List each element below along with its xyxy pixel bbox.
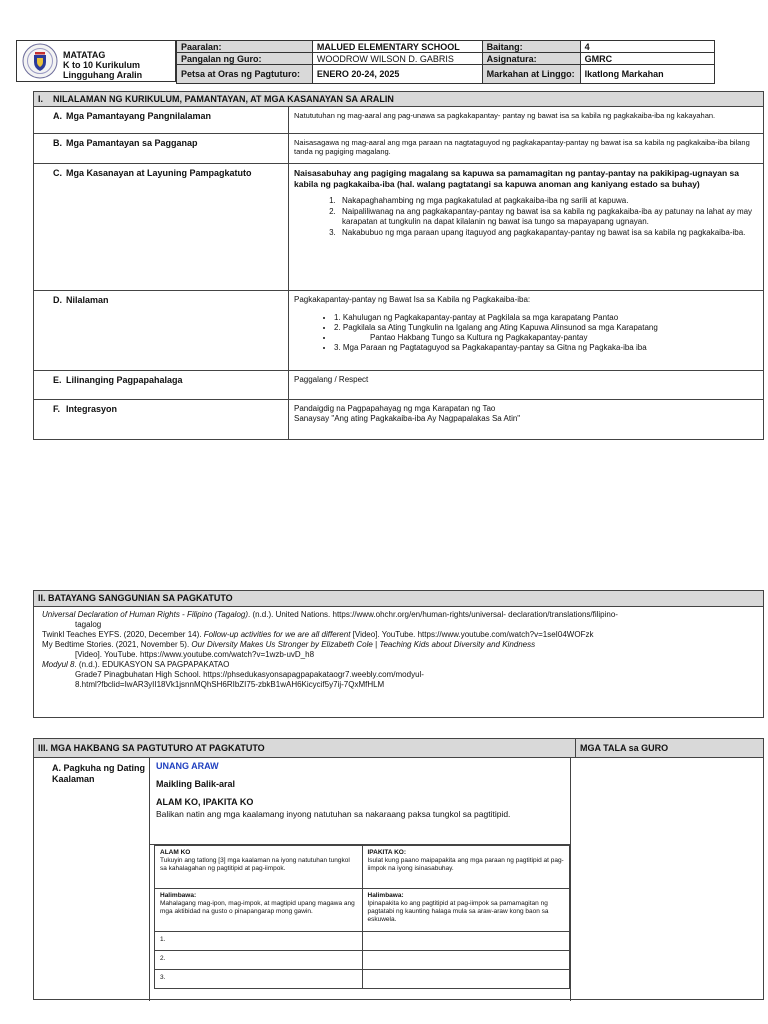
letter-a: A. (53, 111, 62, 121)
ref1-title: Universal Declaration of Human Rights - Filipino (Tagalog) (42, 610, 249, 619)
ref4-continued: 8.html?fbclid=IwAR3yII18Vk1jsnnMQhSH6RIbZI75-zbkB1wAH6Kicycif5y7ij-7QxMfHLM (75, 680, 385, 689)
example-row (155, 889, 570, 932)
example-title: Halimbawa: (160, 892, 197, 899)
content-standards-label (34, 107, 289, 134)
row-values (34, 371, 764, 400)
ref2-title: Follow-up activities for we are all different (203, 630, 351, 639)
brand-line-2: K to 10 Kurikulum (63, 60, 141, 70)
review-subtitle: Maikling Balik-aral (156, 779, 236, 789)
competencies-label (34, 164, 289, 291)
example-text: Mahalagang mag-ipon, mag-impok, at magtipid upang magawa ang mga aktibidad na gusto o pinapangarap mong gawin. (160, 900, 355, 915)
day-label: UNANG ARAW (156, 761, 219, 771)
table-row (155, 951, 570, 970)
answer-cell[interactable] (362, 970, 570, 989)
integration-line-1: Pandaigdig na Pagpapahayag ng mga Karapatan ng Tao (294, 404, 496, 413)
school-value: MALUED ELEMENTARY SCHOOL (312, 41, 482, 53)
section2-title: II. BATAYANG SANGGUNIAN SA PAGKATUTO (34, 591, 763, 607)
ref4-title: Modyul 8 (42, 660, 75, 669)
column-divider (570, 758, 571, 1001)
objectives-list (338, 196, 758, 238)
alam-ko-title: ALAM KO (160, 849, 191, 856)
label-e: Lilinanging Pagpapahalaga (66, 375, 183, 385)
prior-knowledge-label: A. Pagkuha ng Dating Kaalaman (52, 763, 146, 784)
competencies-content (289, 164, 764, 291)
references-section (33, 590, 764, 718)
section1-title: I. NILALAMAN NG KURIKULUM, PAMANTAYAN, AT MGA KASANAYAN SA ARALIN (34, 92, 764, 107)
example-cell (362, 889, 570, 932)
procedures-header (34, 739, 763, 758)
teacher-value: WOODROW WILSON D. GABRIS (312, 53, 482, 65)
label-b: Mga Pamantayan sa Pagganap (66, 138, 198, 148)
alam-ko-cell (155, 846, 363, 889)
activity-header-row (155, 846, 570, 889)
ref3-continued: [Video]. YouTube. https://www.youtube.com/watch?v=1wzb-uvD_h8 (75, 650, 315, 659)
content-heading: Pagkakapantay-pantay ng Bawat Isa sa Kabila ng Pagkakaiba-iba: (294, 295, 531, 304)
performance-standards-text: Naisasagawa ng mag-aaral ang mga paraan na nagtataguyod ng pagkakapantay-pantay ng bawat isa sa kabila ng pagkakaiba-iba bilang tanda ng pagiging magalang. (289, 134, 764, 164)
alam-ko-desc: Tukuyin ang tatlong [3] mga kaalaman na iyong natutuhan tungkol sa kahalagahan ng pagtitipid at pag-iimpok. (160, 857, 350, 872)
ipakita-ko-title: IPAKITA KO: (367, 849, 407, 856)
label-d: Nilalaman (66, 295, 109, 305)
integration-line-2: Sanaysay "Ang ating Pagkakaiba-iba Ay Nagpapalakas Sa Atin" (294, 414, 521, 423)
brand-title (63, 50, 142, 80)
section3-title: III. MGA HAKBANG SA PAGTUTURO AT PAGKATUTO (38, 743, 265, 753)
letter-d: D. (53, 295, 62, 305)
column-divider (149, 758, 150, 1001)
values-text: Paggalang / Respect (289, 371, 764, 400)
letter-e: E. (53, 375, 62, 385)
competency-statement: Naisasabuhay ang pagiging magalang sa kapuwa sa pamamagitan ng pantay-pantay na pakikipag-ugnayan sa kabila ng pagkakaiba-iba (hal. walang pagtatangi sa kapuwa anoman ang kaniyang estado sa buhay) (294, 168, 739, 189)
ipakita-ko-cell (362, 846, 570, 889)
school-label: Paaralan: (177, 41, 313, 53)
answer-cell[interactable]: 2. (155, 951, 363, 970)
objective-item: 3. Nakabubuo ng mga paraan upang itaguyod ang pagkakapantay-pantay ng bawat isa sa kabila ng pagkakaiba-iba. (338, 228, 758, 238)
ref4-continued: Grade7 Pinagbuhatan High School. https://phsedukasyonsapagpapakataogr7.weebly.com/modyul- (75, 670, 424, 679)
grade-label: Baitang: (482, 41, 580, 53)
reference-item (42, 640, 755, 650)
objective-item: 1. Nakapaghahambing ng mga pagkakatulad at pagkakaiba-iba ng sarili at kapuwa. (338, 196, 758, 206)
header-row-teacher (177, 53, 715, 65)
brand-line-1: MATATAG (63, 50, 106, 60)
label-f: Integrasyon (66, 404, 118, 414)
answer-cell[interactable] (362, 932, 570, 951)
subject-label: Asignatura: (482, 53, 580, 65)
activity-title: ALAM KO, IPAKITA KO (156, 797, 254, 807)
letter-f: F. (53, 404, 61, 414)
ref4-rest: . (n.d.). EDUKASYON SA PAGPAPAKATAO (74, 660, 230, 669)
example-cell (155, 889, 363, 932)
label-a: Mga Pamantayang Pangnilalaman (66, 111, 212, 121)
letter-b: B. (53, 138, 62, 148)
activity-instruction: Balikan natin ang mga kaalamang inyong natutuhan sa nakaraang paksa tungkol sa pagtitipid. (156, 809, 511, 819)
quarter-value: Ikatlong Markahan (580, 65, 714, 84)
references-list (34, 607, 763, 693)
table-row (155, 932, 570, 951)
content-standards-text: Natututuhan ng mag-aaral ang pag-unawa sa pagkakapantay- pantay ng bawat isa sa kabila ng pagkakaiba-iba ng kakayahan. (289, 107, 764, 134)
header-row-school (177, 41, 715, 53)
integration-text (289, 400, 764, 440)
reference-item (42, 660, 755, 670)
ref2-author: Twinkl Teaches EYFS. (2020, December 14). (42, 630, 204, 639)
row-content-standards (34, 107, 764, 134)
ipakita-ko-desc: Isulat kung paano maipapakita ang mga paraan ng pagtitipid at pag-iimpok na iyong isinasabuhay. (367, 857, 564, 872)
integration-label (34, 400, 289, 440)
answer-cell[interactable] (362, 951, 570, 970)
values-label (34, 371, 289, 400)
quarter-label: Markahan at Linggo: (482, 65, 580, 84)
header-row-date (177, 65, 715, 84)
row-integration (34, 400, 764, 440)
date-value: ENERO 20-24, 2025 (312, 65, 482, 84)
content-item: • 3. Mga Paraan ng Pagtataguyod sa Pagkakapantay-pantay sa Gitna ng Pagkaka-iba iba (334, 343, 758, 353)
answer-cell[interactable]: 1. (155, 932, 363, 951)
letter-c: C. (53, 168, 62, 178)
brand-line-3: Lingguhang Aralin (63, 70, 143, 80)
label-c: Mga Kasanayan at Layuning Pampagkatuto (66, 168, 252, 178)
procedures-section (33, 738, 764, 1000)
date-label: Petsa at Oras ng Pagtuturo: (177, 65, 313, 84)
example-text: Ipinapakita ko ang pagtitipid at pag-iimpok sa pamamagitan ng pagtatabi ng kaunting halaga mula sa araw-araw kong baon sa eskuwela. (367, 900, 549, 923)
content-list (294, 313, 758, 353)
performance-standards-label (34, 134, 289, 164)
header-brand (16, 40, 176, 82)
objective-item: 2. Naipaliliwanag na ang pagkakapantay-pantay ng bawat isa sa kabila ng pagkakaiba-iba ay patunay na lahat ay may karapatan at tungkulin na dapat kilalanin ng bawat isa tungo sa mapayapang ugnayan. (338, 207, 758, 227)
ref1-rest: . (n.d.). United Nations. https://www.ohchr.org/en/human-rights/universal- declaration/translations/filipino- (248, 610, 618, 619)
content-text (289, 291, 764, 371)
content-label (34, 291, 289, 371)
table-row (155, 970, 570, 989)
row-performance-standards (34, 134, 764, 164)
teacher-label: Pangalan ng Guro: (177, 53, 313, 65)
reference-item (42, 630, 755, 640)
subject-value: GMRC (580, 53, 714, 65)
ref2-rest: [Video]. YouTube. https://www.youtube.com/watch?v=1seI04WOFzk (350, 630, 594, 639)
content-item: • 1. Kahulugan ng Pagkakapantay-pantay at Pagkilala sa mga karapatang Pantao (334, 313, 758, 323)
answer-cell[interactable]: 3. (155, 970, 363, 989)
activity-table (154, 845, 570, 989)
grade-value: 4 (580, 41, 714, 53)
ref3-title: Our Diversity Makes Us Stronger by Elizabeth Cole | Teaching Kids about Diversity and Kindness (191, 640, 536, 649)
reference-item (42, 610, 755, 620)
ref3-author: My Bedtime Stories. (2021, November 5). (42, 640, 192, 649)
content-item-continued: • Pantao Hakbang Tungo sa Kultura ng Pagkakapantay-pantay (334, 333, 758, 343)
teacher-notes-title: MGA TALA sa GURO (575, 739, 763, 757)
curriculum-section (33, 91, 764, 440)
header-info-table (176, 40, 715, 84)
example-title: Halimbawa: (367, 892, 404, 899)
row-competencies (34, 164, 764, 291)
row-content (34, 291, 764, 371)
content-item: • 2. Pagkilala sa Ating Tungkulin na Igalang ang Ating Kapuwa Alinsunod sa mga Karapatang (334, 323, 758, 333)
deped-seal-icon (22, 43, 58, 79)
ref1-continued: tagalog (75, 620, 102, 629)
